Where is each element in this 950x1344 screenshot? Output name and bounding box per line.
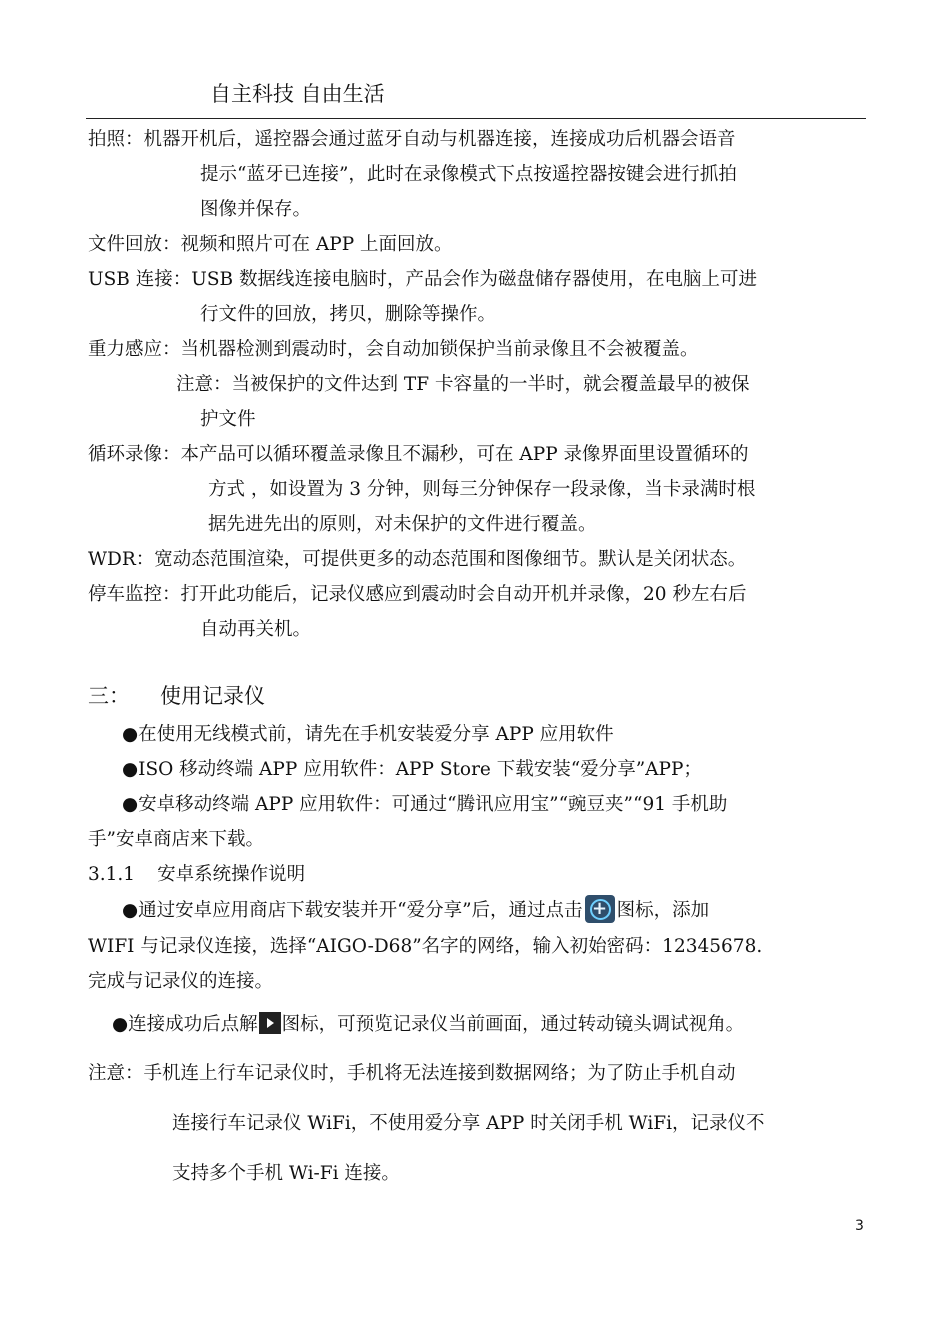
section-number: 三： (88, 684, 130, 708)
feature-text: 当机器检测到震动时，会自动加锁保护当前录像且不会被覆盖。 (180, 339, 699, 360)
feature-label: WDR： (88, 549, 155, 570)
page-number: 3 (855, 1218, 864, 1234)
page-header: 自主科技 自由生活 (210, 82, 385, 106)
step-connect (88, 892, 866, 929)
step-text: ●通过安卓应用商店下载安装并开“爱分享”后，通过点击 (122, 900, 583, 921)
feature-text: 提示“蓝牙已连接”，此时在录像模式下点按遥控器按键会进行抓拍 (200, 164, 737, 185)
step-text: 图标，添加 (616, 900, 710, 921)
feature-loop (88, 437, 866, 542)
feature-label: USB 连接： (88, 269, 192, 290)
feature-text: 机器开机后，遥控器会通过蓝牙自动与机器连接，连接成功后机器会语音 (143, 129, 736, 150)
feature-text: 本产品可以循环覆盖录像且不漏秒，可在 APP 录像界面里设置循环的 (180, 444, 749, 465)
features-list (88, 122, 866, 647)
note-text: 护文件 (200, 409, 256, 430)
feature-text: 打开此功能后，记录仪感应到震动时会自动开机并录像，20 秒左右后 (180, 584, 747, 605)
add-circle-icon (585, 895, 615, 923)
bullet-continuation: 手”安卓商店来下载。 (88, 829, 264, 850)
feature-text: 行文件的回放，拷贝，删除等操作。 (200, 304, 497, 325)
header-rule (86, 118, 866, 119)
subsection-title (88, 857, 866, 892)
feature-gsensor (88, 332, 866, 367)
feature-wdr (88, 542, 866, 577)
feature-gsensor-note (88, 367, 866, 437)
step-text: WIFI 与记录仪连接，选择“AIGO-D68”名字的网络，输入初始密码：12345678. (88, 936, 763, 957)
feature-parking (88, 577, 866, 647)
bullet-item: ●安卓移动终端 APP 应用软件：可通过“腾讯应用宝”“豌豆夹”“91 手机助 (122, 794, 728, 815)
feature-text: USB 数据线连接电脑时，产品会作为磁盘储存器使用，在电脑上可进 (191, 269, 757, 290)
feature-label: 停车监控： (88, 584, 181, 605)
bullet-item: ●在使用无线模式前，请先在手机安装爱分享 APP 应用软件 (122, 724, 614, 745)
feature-label: 重力感应： (88, 339, 181, 360)
feature-label: 循环录像： (88, 444, 181, 465)
note-text: 注意：手机连上行车记录仪时，手机将无法连接到数据网络；为了防止手机自动 (88, 1063, 736, 1084)
feature-photo (88, 122, 866, 227)
section-body (88, 717, 866, 1199)
step-text: 图标，可预览记录仪当前画面，通过转动镜头调试视角。 (281, 1014, 745, 1035)
subsection-heading: 安卓系统操作说明 (157, 864, 306, 885)
play-icon (259, 1012, 281, 1034)
subsection-number: 3.1.1 (88, 864, 136, 885)
note-text: 支持多个手机 Wi-Fi 连接。 (172, 1163, 400, 1184)
feature-playback (88, 227, 866, 262)
feature-label: 文件回放： (88, 234, 181, 255)
step-preview (88, 1005, 866, 1045)
note-text: 连接行车记录仪 WiFi，不使用爱分享 APP 时关闭手机 WiFi，记录仪不 (172, 1113, 765, 1134)
usage-note (88, 1049, 866, 1199)
feature-usb (88, 262, 866, 332)
feature-text: 据先进先出的原则，对未保护的文件进行覆盖。 (208, 514, 597, 535)
step-text: 完成与记录仪的连接。 (88, 971, 274, 992)
feature-text: 宽动态范围渲染，可提供更多的动态范围和图像细节。默认是关闭状态。 (154, 549, 747, 570)
step-text: ●连接成功后点解 (112, 1014, 258, 1035)
feature-text: 图像并保存。 (200, 199, 312, 220)
feature-text: 方式 ，如设置为 3 分钟，则每三分钟保存一段录像，当卡录满时根 (208, 479, 756, 500)
feature-label: 拍照： (88, 129, 144, 150)
section-title (88, 680, 265, 710)
section-heading: 使用记录仪 (160, 684, 265, 708)
feature-text: 自动再关机。 (200, 619, 312, 640)
note-text: 注意：当被保护的文件达到 TF 卡容量的一半时，就会覆盖最早的被保 (176, 374, 750, 395)
bullet-item: ●ISO 移动终端 APP 应用软件：APP Store 下载安装“爱分享”APP； (122, 759, 702, 780)
feature-text: 视频和照片可在 APP 上面回放。 (180, 234, 453, 255)
